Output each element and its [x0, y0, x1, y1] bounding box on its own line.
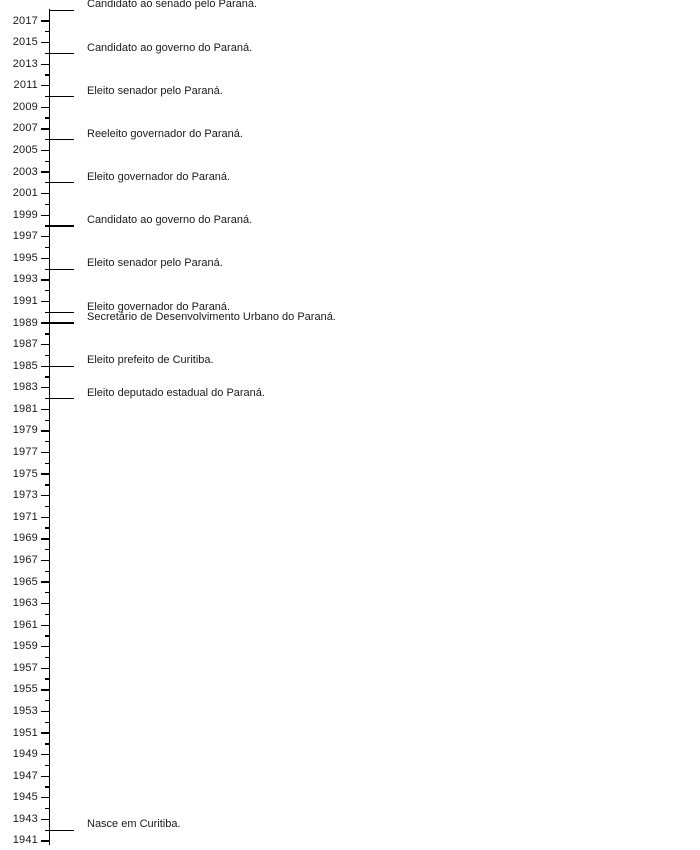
year-tick-major: [41, 495, 49, 496]
year-tick-major: [41, 819, 49, 820]
year-label: 1989: [12, 316, 38, 329]
year-label: 2013: [12, 57, 38, 70]
year-label: 1979: [12, 424, 38, 437]
year-tick-major: [41, 797, 49, 798]
year-tick-minor: [45, 527, 49, 528]
year-tick-minor: [45, 765, 49, 766]
event-connector-line: [49, 225, 74, 226]
event-label: Eleito senador pelo Paraná.: [87, 84, 223, 97]
event-label: Reeleito governador do Paraná.: [87, 127, 243, 140]
year-tick-major: [41, 409, 49, 410]
year-label: 2003: [12, 165, 38, 178]
event-connector-line: [49, 366, 74, 367]
year-tick-major: [41, 85, 49, 86]
event-label: Eleito governador do Paraná.: [87, 300, 231, 313]
year-label: 1981: [12, 402, 38, 415]
year-tick-major: [41, 64, 49, 65]
year-label: 1959: [12, 640, 38, 653]
year-tick-major: [41, 732, 49, 733]
year-label: 1953: [12, 705, 38, 717]
year-label: 1945: [12, 791, 38, 804]
year-tick-major: [41, 452, 49, 453]
year-tick-minor: [45, 463, 49, 464]
year-tick-major: [41, 711, 49, 712]
year-tick-minor: [45, 743, 49, 744]
year-tick-minor: [45, 722, 49, 723]
year-tick-minor: [45, 657, 49, 658]
year-tick-major: [41, 560, 49, 561]
year-tick-minor: [45, 614, 49, 615]
year-tick-minor: [45, 506, 49, 507]
year-tick-major: [41, 301, 49, 302]
year-label: 1983: [12, 381, 38, 394]
year-tick-minor: [45, 355, 49, 356]
year-tick-minor: [45, 808, 49, 809]
year-label: 1993: [12, 273, 38, 286]
year-label: 2011: [13, 79, 38, 92]
year-label: 2009: [12, 100, 38, 113]
event-connector-line: [49, 830, 74, 831]
year-label: 2005: [12, 143, 38, 156]
year-tick-major: [41, 258, 49, 259]
year-tick-minor: [45, 571, 49, 572]
year-tick-minor: [45, 678, 49, 679]
event-connector-line: [49, 322, 74, 323]
event-label: Candidato ao governo do Paraná.: [87, 41, 253, 54]
year-tick-major: [41, 603, 49, 604]
year-tick-major: [41, 776, 49, 777]
event-label: Candidato ao senado pelo Paraná.: [87, 0, 258, 11]
year-label: 1941: [12, 834, 38, 847]
year-tick-minor: [45, 635, 49, 636]
year-label: 1991: [12, 295, 38, 307]
event-label: Eleito deputado estadual do Paraná.: [87, 386, 265, 399]
year-label: 1969: [12, 532, 38, 545]
year-tick-major: [41, 20, 49, 21]
year-tick-major: [41, 171, 49, 172]
year-tick-major: [41, 625, 49, 626]
year-tick-major: [41, 473, 49, 474]
year-label: 2001: [12, 187, 38, 200]
event-connector-line: [49, 96, 74, 97]
year-tick-minor: [45, 290, 49, 291]
year-tick-major: [41, 646, 49, 647]
year-label: 1997: [12, 230, 38, 243]
event-label: Eleito governador do Paraná.: [87, 171, 231, 184]
year-label: 1987: [12, 338, 38, 351]
year-tick-major: [41, 581, 49, 582]
year-label: 1971: [12, 510, 38, 523]
year-tick-minor: [45, 376, 49, 377]
year-label: 1975: [12, 467, 38, 480]
year-tick-minor: [45, 74, 49, 75]
event-label: Candidato ao governo do Paraná.: [87, 214, 253, 227]
year-tick-major: [41, 538, 49, 539]
year-label: 1961: [12, 618, 38, 631]
year-label: 1985: [12, 359, 38, 372]
timeline-axis-line: [49, 9, 50, 846]
year-label: 1965: [12, 575, 38, 588]
year-label: 1957: [12, 661, 38, 674]
year-label: 2007: [12, 122, 38, 135]
year-tick-major: [41, 754, 49, 755]
event-label: Eleito prefeito de Curitiba.: [87, 354, 214, 367]
year-label: 1999: [12, 208, 38, 221]
year-tick-minor: [45, 549, 49, 550]
year-tick-major: [41, 150, 49, 151]
year-label: 1973: [12, 489, 38, 502]
event-label: Secretário de Desenvolvimento Urbano do Paraná.: [87, 311, 336, 324]
year-label: 1947: [12, 769, 38, 782]
year-tick-minor: [45, 420, 49, 421]
year-label: 2015: [12, 36, 38, 49]
year-label: 1977: [12, 446, 38, 459]
year-label: 2017: [12, 14, 38, 27]
year-label: 1951: [12, 726, 38, 739]
year-tick-major: [41, 128, 49, 129]
year-tick-minor: [45, 247, 49, 248]
year-tick-minor: [45, 484, 49, 485]
year-label: 1949: [12, 748, 38, 761]
year-label: 1963: [12, 597, 38, 610]
year-tick-minor: [45, 161, 49, 162]
year-tick-major: [41, 668, 49, 669]
event-connector-line: [49, 398, 74, 399]
year-tick-major: [41, 42, 49, 43]
year-tick-major: [41, 215, 49, 216]
year-label: 1995: [12, 251, 38, 264]
year-label: 1967: [12, 553, 38, 566]
year-tick-major: [41, 107, 49, 108]
event-connector-line: [49, 10, 74, 11]
event-connector-line: [49, 139, 74, 140]
event-connector-line: [49, 269, 74, 270]
year-tick-minor: [45, 31, 49, 32]
year-tick-minor: [45, 592, 49, 593]
year-tick-minor: [45, 117, 49, 118]
year-tick-minor: [45, 700, 49, 701]
event-connector-line: [49, 182, 74, 183]
year-tick-major: [41, 344, 49, 345]
year-tick-major: [41, 840, 49, 841]
year-tick-major: [41, 430, 49, 431]
year-tick-major: [41, 193, 49, 194]
year-tick-major: [41, 236, 49, 237]
year-tick-major: [41, 517, 49, 518]
year-tick-minor: [45, 786, 49, 787]
year-tick-major: [41, 689, 49, 690]
event-connector-line: [49, 312, 74, 313]
year-tick-minor: [45, 333, 49, 334]
year-label: 1955: [12, 683, 38, 696]
year-label: 1943: [12, 812, 38, 825]
event-connector-line: [49, 53, 74, 54]
year-tick-major: [41, 279, 49, 280]
event-label: Eleito senador pelo Paraná.: [87, 257, 223, 270]
year-tick-minor: [45, 441, 49, 442]
event-label: Nasce em Curitiba.: [87, 818, 181, 831]
year-tick-major: [41, 387, 49, 388]
year-tick-minor: [45, 204, 49, 205]
